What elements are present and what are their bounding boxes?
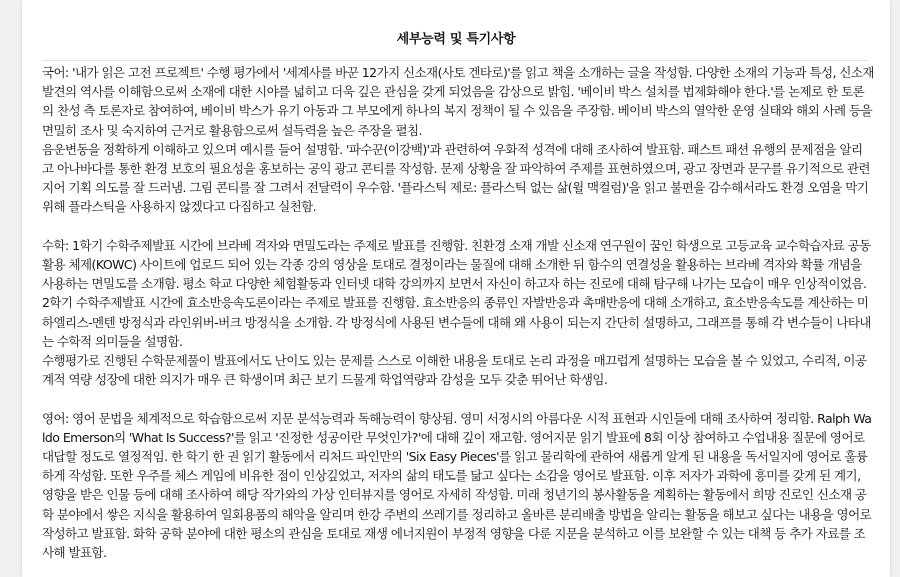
document-body xyxy=(42,63,874,562)
math-paragraph-1: 수학: 1학기 수학주제발표 시간에 브라베 격자와 면밀도라는 주제로 발표를 진행함. 친환경 소재 개발 신소재 연구원이 꿈인 학생으로 고등교육 교수학습자료 공동활용 체제(KOWC) 사이트에 업로드 되어 있는 각종 강의 영상을 토대로 결정이라는 물질에 대해 소개한 뒤 함수의 연결성을 활용하는 브라베 격자와 확률 개념을 사용하는 면밀도를 소개함. 평소 학교 다양한 체험활동과 인터넷 대학 강의까지 보면서 자신이 하고자 하는 진로에 대해 탐구해 나가는 모습이 매우 인상적이었음. xyxy=(42,237,871,292)
english-section xyxy=(42,409,874,563)
title-divider xyxy=(42,60,868,61)
korean-section xyxy=(42,63,874,217)
math-paragraph-3: 수행평가로 진행된 수학문제풀이 발표에서도 난이도 있는 문제를 스스로 이해한 내용을 토대로 논리 과정을 매끄럽게 설명하는 모습을 볼 수 있었고, 수리적, 이공계적 역량 성장에 대한 의지가 매우 큰 학생이며 최근 보기 드물게 학업역량과 감성을 모두 갖춘 뛰어난 학생임. xyxy=(42,353,867,388)
math-section xyxy=(42,236,874,390)
section-spacer xyxy=(42,389,874,408)
document-title: 세부능력 및 특기사항 xyxy=(396,32,516,47)
korean-paragraph-2: 음운변동을 정확하게 이해하고 있으며 예시를 들어 설명함. '파수꾼(이강백)'과 관련하여 우화적 성격에 대해 조사하여 발표함. 패스트 패션 유행의 문제점을 알리고 아나바다를 통한 환경 보호의 필요성을 홍보하는 공익 광고 콘티를 작성함. 문제 상황을 잘 파악하여 주제를 표현하였으며, 광고 장면과 문구를 유기적으로 관련지어 기획 의도를 잘 드러냄. 그림 콘티를 잘 그려서 전달력이 우수함. '플라스틱 제로: 플라스틱 없는 삶(윌 맥컬럼)'을 읽고 불편을 감수해서라도 환경 오염을 막기위해 플라스틱을 사용하지 않겠다고 다짐하고 실천함. xyxy=(42,141,870,215)
english-paragraph-1: 영어: 영어 문법을 체계적으로 학습함으로써 지문 분석능력과 독해능력이 향상됨. 영미 서정시의 아름다운 시적 표현과 시인들에 대해 조사하여 정리함. Ralph Waldo Emerson의 'What Is Success?'를 읽고 '진정한 성공이란 무엇인가?'에 대해 깊이 재고함. 영어지문 읽기 발표에 8회 이상 참여하고 수업내용 질문에 영어로 대답할 정도로 열정적임. 한 학기 한 권 읽기 활동에서 리처드 파인만의 'Six Easy Pieces'를 읽고 물리학에 관하여 새롭게 알게 된 내용을 독서일지에 영어로 훌륭하게 작성함. 또한 우주를 체스 게임에 비유한 점이 인상깊었고, 저자의 삶의 태도를 닮고 싶다는 소감을 영어로 발표함. 이후 저자가 과학에 흥미를 갖게 된 계기, 영향을 받은 인물 등에 대해 조사하여 해당 작가와의 가상 인터뷰지를 영어로 자세히 작성함. 미래 청년기의 봉사활동을 계획하는 활동에서 희망 진로인 신소재 공학 분야에서 쌓은 지식을 활용하여 일회용품의 해악을 알리며 한강 주변의 쓰레기를 정리하고 올바른 분리배출 방법을 알리는 활동을 해보고 싶다는 내용을 영어로 작성하고 발표함. 화학 공학 분야에 대한 평소의 관심을 토대로 재생 에너지원이 부정적 영향을 다룬 지문을 분석하고 이를 보완할 수 있는 대책 등 추가 자료를 조사해 발표함. xyxy=(42,410,872,561)
section-spacer xyxy=(42,217,874,236)
math-paragraph-2: 2학기 수학주제발표 시간에 효소반응속도론이라는 주제로 발표를 진행함. 효소반응의 종류인 자발반응과 촉매반응에 대해 소개하고, 효소반응속도를 계산하는 미하엘리스-멘텐 방정식과 라인위버-버크 방정식을 소개함. 각 방정식에 사용된 변수들에 대해 왜 사용이 되는지 간단히 설명하고, 그래프를 통해 각 변수들이 나타내는 수학적 의미들을 설명함. xyxy=(42,295,871,349)
korean-paragraph-1: 국어: '내가 읽은 고전 프로젝트' 수행 평가에서 '세계사를 바꾼 12가지 신소재(사토 겐타로)'를 읽고 책을 소개하는 글을 작성함. 다양한 소재의 기능과 특성, 신소재 발견의 역사를 이해함으로써 소재에 대한 시야를 넓히고 더욱 깊은 관심을 갖게 되었음을 감상으로 밝힘. '베이비 박스 설치를 법제화해야 한다.'를 논제로 한 토론의 찬성 측 토론자로 참여하여, 베이비 박스가 유기 아동과 그 부모에게 하나의 복지 정책이 될 수 있음을 주장함. 베이비 박스의 열악한 운영 실태와 해외 사례 등을 면밀히 조사 및 숙지하여 근거로 활용함으로써 설득력을 높은 주장을 펼침. xyxy=(42,65,874,138)
document-page xyxy=(22,0,890,577)
